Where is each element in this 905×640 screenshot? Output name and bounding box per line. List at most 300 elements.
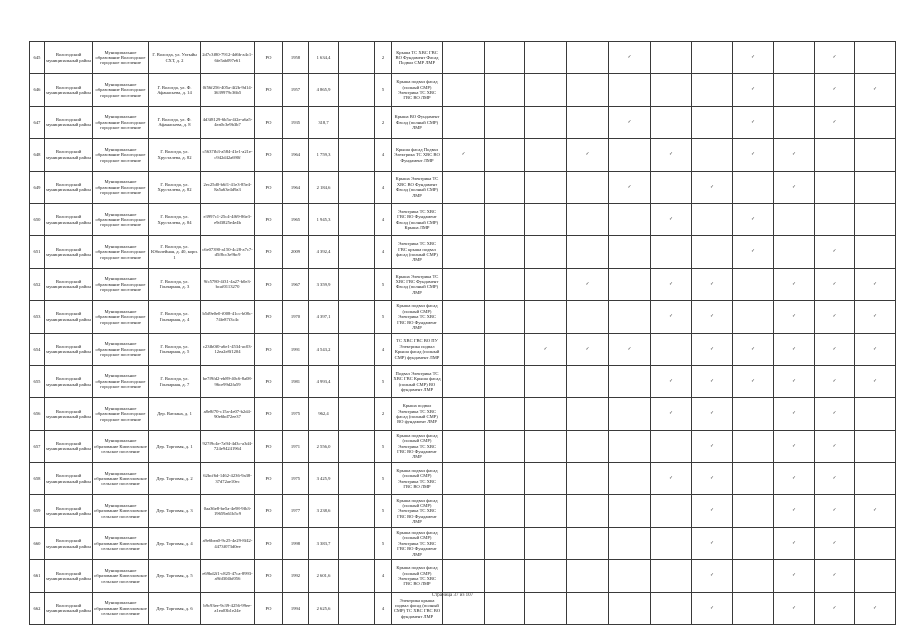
work-type-check-cell: [525, 106, 567, 138]
work-type-check-cell: [692, 42, 733, 74]
district-cell: Вологодский муниципальный район: [45, 106, 93, 138]
district-cell: Вологодский муниципальный район: [45, 203, 93, 235]
works-cell: Крыша Электрика ТС ХВС ГВС Фундамент Фасад (полный СМР) ЛМР: [392, 268, 443, 300]
work-type-check-cell: [733, 139, 774, 171]
address-cell: Г. Вологда, ул. Хрусталева, д. 82: [149, 139, 201, 171]
guid-cell: 4d3f8129-6b5a-4f2e-a6a5-4ea0c3e9b3b7: [201, 106, 255, 138]
form-cell: РО: [255, 203, 283, 235]
guid-cell: 2d7c3f80-7912-4d6b-a4c1-6fe5ab097e61: [201, 42, 255, 74]
floors-cell: 2: [375, 398, 392, 430]
row-number: 651: [30, 236, 45, 268]
work-type-check-cell: [774, 236, 815, 268]
municipality-cell: Муниципальное образование Вологодское городское поселение: [93, 42, 149, 74]
form-cell: РО: [255, 430, 283, 462]
year-cell: 1998: [283, 527, 309, 559]
row-number: 655: [30, 365, 45, 397]
work-type-check-cell: [651, 268, 692, 300]
checkmark-icon: ✓: [832, 605, 837, 611]
municipality-cell: Муниципальное образование Вологодское городское поселение: [93, 268, 149, 300]
checkmark-icon: ✓: [832, 476, 837, 482]
work-type-check-cell: [609, 333, 651, 365]
checkmark-icon: ✓: [585, 152, 590, 158]
form-cell: РО: [255, 301, 283, 333]
work-type-check-cell: [733, 301, 774, 333]
work-type-check-cell: [525, 139, 567, 171]
work-type-check-cell: [485, 268, 525, 300]
table-row: [30, 203, 896, 235]
work-type-check-cell: [774, 463, 815, 495]
work-type-check-cell: [651, 365, 692, 397]
work-type-check-cell: [567, 301, 609, 333]
work-type-check-cell: [815, 171, 855, 203]
floors-cell: 5: [375, 495, 392, 527]
work-type-check-cell: [567, 106, 609, 138]
form-cell: РО: [255, 333, 283, 365]
work-type-check-cell: [443, 236, 485, 268]
work-type-check-cell: [485, 527, 525, 559]
work-type-check-cell: [651, 560, 692, 592]
work-type-check-cell: [567, 268, 609, 300]
year-cell: 1967: [283, 268, 309, 300]
year-cell: 2009: [283, 236, 309, 268]
work-type-check-cell: [525, 236, 567, 268]
floors-cell: 4: [375, 171, 392, 203]
district-cell: Вологодский муниципальный район: [45, 560, 93, 592]
checkmark-icon: ✓: [710, 378, 714, 384]
work-type-check-cell: [815, 430, 855, 462]
work-type-check-cell: [567, 333, 609, 365]
form-cell: РО: [255, 365, 283, 397]
works-cell: Подвал Электрика ТС ХВС ГВС Крыша фасад (полный СМР) ВО фундамент ЛМР: [392, 365, 443, 397]
work-type-check-cell: [651, 203, 692, 235]
checkmark-icon: ✓: [792, 184, 796, 190]
work-type-check-cell: [815, 268, 855, 300]
work-type-check-cell: [525, 365, 567, 397]
work-type-check-cell: [733, 398, 774, 430]
work-type-check-cell: [733, 560, 774, 592]
municipality-cell: Муниципальное образование Вологодское городское поселение: [93, 365, 149, 397]
checkmark-icon: ✓: [832, 573, 837, 579]
municipality-cell: Муниципальное образование Кипелловское сельское поселение: [93, 495, 149, 527]
district-cell: Вологодский муниципальный район: [45, 139, 93, 171]
work-type-check-cell: [733, 268, 774, 300]
work-type-check-cell: [567, 171, 609, 203]
checkmark-icon: ✓: [792, 476, 796, 482]
municipality-cell: Муниципальное образование Кипелловское сельское поселение: [93, 592, 149, 624]
blank-cell: [339, 203, 375, 235]
municipality-cell: Муниципальное образование Вологодское городское поселение: [93, 236, 149, 268]
work-type-check-cell: [485, 333, 525, 365]
work-type-check-cell: [855, 42, 896, 74]
form-cell: РО: [255, 139, 283, 171]
work-type-check-cell: [651, 333, 692, 365]
work-type-check-cell: [567, 203, 609, 235]
checkmark-icon: ✓: [669, 152, 673, 158]
address-cell: Дер. Ватлана, д. 1: [149, 398, 201, 430]
checkmark-icon: ✓: [792, 346, 796, 352]
work-type-check-cell: [443, 560, 485, 592]
form-cell: РО: [255, 74, 283, 106]
district-cell: Вологодский муниципальный район: [45, 74, 93, 106]
district-cell: Вологодский муниципальный район: [45, 398, 93, 430]
blank-cell: [339, 139, 375, 171]
checkmark-icon: ✓: [832, 443, 837, 449]
year-cell: 1991: [283, 333, 309, 365]
address-cell: Г. Вологда, ул. Хрусталева, д. 82: [149, 171, 201, 203]
checkmark-icon: ✓: [710, 346, 714, 352]
checkmark-icon: ✓: [710, 281, 714, 287]
work-type-check-cell: [443, 268, 485, 300]
blank-cell: [339, 527, 375, 559]
form-cell: РО: [255, 592, 283, 624]
checkmark-icon: ✓: [627, 346, 632, 352]
work-type-check-cell: [733, 171, 774, 203]
work-type-check-cell: [485, 463, 525, 495]
checkmark-icon: ✓: [832, 54, 837, 60]
works-cell: Крыша подвал фасад (полный СМР) Электрика ТС ХВС ГВС ВО ЛМР: [392, 560, 443, 592]
table-row: [30, 527, 896, 559]
work-type-check-cell: [485, 171, 525, 203]
table-row: [30, 430, 896, 462]
work-type-check-cell: [774, 74, 815, 106]
row-number: 657: [30, 430, 45, 462]
work-type-check-cell: [443, 106, 485, 138]
work-type-check-cell: [733, 430, 774, 462]
year-cell: 1975: [283, 398, 309, 430]
work-type-check-cell: [815, 74, 855, 106]
floors-cell: 4: [375, 139, 392, 171]
row-number: 650: [30, 203, 45, 235]
year-cell: 1964: [283, 171, 309, 203]
row-number: 656: [30, 398, 45, 430]
work-type-check-cell: [651, 495, 692, 527]
works-cell: Электрика ТС ХВС ГВС крыша подвал фасад (полный СМР) ЛМР: [392, 236, 443, 268]
work-type-check-cell: [774, 365, 815, 397]
checkmark-icon: ✓: [461, 152, 466, 158]
row-number: 649: [30, 171, 45, 203]
form-cell: РО: [255, 560, 283, 592]
row-number: 658: [30, 463, 45, 495]
district-cell: Вологодский муниципальный район: [45, 171, 93, 203]
floors-cell: 4: [375, 560, 392, 592]
municipality-cell: Муниципальное образование Кипелловское сельское поселение: [93, 560, 149, 592]
work-type-check-cell: [733, 74, 774, 106]
year-cell: 1964: [283, 139, 309, 171]
district-cell: Вологодский муниципальный район: [45, 236, 93, 268]
area-cell: 3 425,9: [309, 463, 339, 495]
guid-cell: c5637fb3-a584-41e1-a21e-c942d42a690f: [201, 139, 255, 171]
work-type-check-cell: [651, 430, 692, 462]
work-type-check-cell: [774, 495, 815, 527]
work-type-check-cell: [609, 430, 651, 462]
table-row: [30, 42, 896, 74]
checkmark-icon: ✓: [751, 152, 755, 158]
work-type-check-cell: [525, 171, 567, 203]
address-cell: Г. Вологда, ул. Гончарная, д. 5: [149, 333, 201, 365]
checkmark-icon: ✓: [669, 216, 673, 222]
floors-cell: 5: [375, 268, 392, 300]
work-type-check-cell: [774, 398, 815, 430]
work-type-check-cell: [815, 333, 855, 365]
checkmark-icon: ✓: [751, 54, 755, 60]
area-cell: 2 556,0: [309, 430, 339, 462]
work-type-check-cell: [855, 106, 896, 138]
year-cell: 1970: [283, 301, 309, 333]
work-type-check-cell: [609, 42, 651, 74]
work-type-check-cell: [855, 365, 896, 397]
municipality-cell: Муниципальное образование Вологодское городское поселение: [93, 398, 149, 430]
work-type-check-cell: [651, 398, 692, 430]
row-number: 661: [30, 560, 45, 592]
checkmark-icon: ✓: [710, 540, 714, 546]
works-cell: Электрика ТС ХВС ГВС ВО Фундамент Фасад (полный СМР) Крыша ЛМР: [392, 203, 443, 235]
work-type-check-cell: [485, 139, 525, 171]
area-cell: 1 634,4: [309, 42, 339, 74]
checkmark-icon: ✓: [627, 54, 632, 60]
work-type-check-cell: [774, 430, 815, 462]
checkmark-icon: ✓: [710, 573, 714, 579]
work-type-check-cell: [485, 365, 525, 397]
checkmark-icon: ✓: [669, 378, 673, 384]
work-type-check-cell: [815, 301, 855, 333]
work-type-check-cell: [733, 42, 774, 74]
guid-cell: 927f9c4e-7a94-4d3c-a3d4-724e94241964: [201, 430, 255, 462]
blank-cell: [339, 398, 375, 430]
checkmark-icon: ✓: [873, 346, 877, 352]
work-type-check-cell: [855, 527, 896, 559]
checkmark-icon: ✓: [585, 281, 590, 287]
work-type-check-cell: [485, 430, 525, 462]
work-type-check-cell: [651, 106, 692, 138]
checkmark-icon: ✓: [669, 314, 673, 320]
work-type-check-cell: [609, 268, 651, 300]
municipality-cell: Муниципальное образование Вологодское городское поселение: [93, 301, 149, 333]
work-type-check-cell: [567, 463, 609, 495]
district-cell: Вологодский муниципальный район: [45, 42, 93, 74]
work-type-check-cell: [855, 171, 896, 203]
work-type-check-cell: [855, 495, 896, 527]
table-row: [30, 463, 896, 495]
guid-cell: 9fc5780-4f31-4a27-b0e3-bcaf0113270: [201, 268, 255, 300]
floors-cell: 5: [375, 365, 392, 397]
checkmark-icon: ✓: [792, 573, 796, 579]
blank-cell: [339, 42, 375, 74]
work-type-check-cell: [609, 495, 651, 527]
work-type-check-cell: [774, 139, 815, 171]
table-row: [30, 301, 896, 333]
checkmark-icon: ✓: [669, 411, 673, 417]
work-type-check-cell: [651, 301, 692, 333]
floors-cell: 4: [375, 592, 392, 624]
work-type-check-cell: [651, 236, 692, 268]
work-type-check-cell: [567, 74, 609, 106]
area-cell: 4 865,9: [309, 74, 339, 106]
checkmark-icon: ✓: [832, 249, 837, 255]
address-cell: Г. Вологда, ул. Гончарная, д. 7: [149, 365, 201, 397]
area-cell: 318,7: [309, 106, 339, 138]
work-type-check-cell: [443, 42, 485, 74]
checkmark-icon: ✓: [792, 443, 796, 449]
work-type-check-cell: [774, 301, 815, 333]
guid-cell: a8e8f70-c15a-4e07-b2d4-90e6bd72ee37: [201, 398, 255, 430]
work-type-check-cell: [567, 42, 609, 74]
works-cell: Крыша подвал фасад (полный СМР) Электрика ТС ХВС ГВС ВО ЛМР: [392, 74, 443, 106]
year-cell: 1977: [283, 495, 309, 527]
area-cell: 2 184,6: [309, 171, 339, 203]
row-number: 645: [30, 42, 45, 74]
blank-cell: [339, 560, 375, 592]
row-number: 660: [30, 527, 45, 559]
municipality-cell: Муниципальное образование Кипелловское сельское поселение: [93, 430, 149, 462]
form-cell: РО: [255, 495, 283, 527]
works-cell: Крыша подвал фасад (полный СМР) Электрика ТС ХВС ГВС ВО ЛМР: [392, 463, 443, 495]
floors-cell: 5: [375, 74, 392, 106]
checkmark-icon: ✓: [792, 314, 796, 320]
work-type-check-cell: [525, 527, 567, 559]
page-footer: Страница 37 из 107: [431, 593, 474, 598]
work-type-check-cell: [774, 171, 815, 203]
year-cell: 1994: [283, 592, 309, 624]
district-cell: Вологодский муниципальный район: [45, 592, 93, 624]
form-cell: РО: [255, 236, 283, 268]
work-type-check-cell: [609, 236, 651, 268]
checkmark-icon: ✓: [873, 314, 877, 320]
blank-cell: [339, 236, 375, 268]
guid-cell: 0f56f256-405a-4f2b-9d14-3639979c36b5: [201, 74, 255, 106]
works-cell: Крыша ВО Фундамент Фасад (полный СМР) ЛМР: [392, 106, 443, 138]
work-type-check-cell: [774, 333, 815, 365]
table-row: [30, 139, 896, 171]
works-cell: Крыша подвал Электрика ТС ХВС фасад (полный СМР) ВО фундамент ЛМР: [392, 398, 443, 430]
work-type-check-cell: [525, 301, 567, 333]
blank-cell: [339, 495, 375, 527]
checkmark-icon: ✓: [832, 314, 837, 320]
year-cell: 1981: [283, 365, 309, 397]
work-type-check-cell: [485, 74, 525, 106]
area-cell: 1 945,3: [309, 203, 339, 235]
work-type-check-cell: [855, 236, 896, 268]
work-type-check-cell: [609, 171, 651, 203]
checkmark-icon: ✓: [751, 87, 755, 93]
work-type-check-cell: [609, 463, 651, 495]
address-cell: Дер. Торговая, д. 5: [149, 560, 201, 592]
checkmark-icon: ✓: [873, 281, 877, 287]
work-type-check-cell: [443, 139, 485, 171]
row-number: 646: [30, 74, 45, 106]
form-cell: РО: [255, 268, 283, 300]
municipality-cell: Муниципальное образование Вологодское городское поселение: [93, 74, 149, 106]
form-cell: РО: [255, 398, 283, 430]
floors-cell: 2: [375, 42, 392, 74]
address-cell: Г. Вологда, ул. Ф. Афанасьева, д. 14: [149, 74, 201, 106]
work-type-check-cell: [855, 74, 896, 106]
table-row: [30, 495, 896, 527]
area-cell: 4 993,4: [309, 365, 339, 397]
blank-cell: [339, 106, 375, 138]
work-type-check-cell: [774, 42, 815, 74]
work-type-check-cell: [567, 236, 609, 268]
works-cell: Крыша подвал фасад (полный СМР) Электрика ТС ХВС ГВС ВО Фундамент ЛМР: [392, 430, 443, 462]
row-number: 659: [30, 495, 45, 527]
checkmark-icon: ✓: [751, 249, 755, 255]
table-row: [30, 106, 896, 138]
year-cell: 1971: [283, 430, 309, 462]
address-cell: Г. Вологда, ул. Гончарная, д. 4: [149, 301, 201, 333]
work-type-check-cell: [692, 560, 733, 592]
work-type-check-cell: [567, 527, 609, 559]
checkmark-icon: ✓: [792, 378, 796, 384]
work-type-check-cell: [815, 106, 855, 138]
guid-cell: b5d9e0e0-f008-41cc-b08c-74fe87f3c4c: [201, 301, 255, 333]
work-type-check-cell: [692, 268, 733, 300]
work-type-check-cell: [855, 301, 896, 333]
blank-cell: [339, 268, 375, 300]
work-type-check-cell: [692, 236, 733, 268]
work-type-check-cell: [609, 203, 651, 235]
work-type-check-cell: [855, 203, 896, 235]
guid-cell: b9c93ee-9c39-4256-99ee-a1ea03b1e24e: [201, 592, 255, 624]
work-type-check-cell: [733, 463, 774, 495]
guid-cell: 0aa36e8-be5a-4e98-9fb3-19659a61b5c9: [201, 495, 255, 527]
housing-register-table: [29, 41, 896, 625]
floors-cell: 4: [375, 203, 392, 235]
work-type-check-cell: [443, 463, 485, 495]
work-type-check-cell: [525, 74, 567, 106]
blank-cell: [339, 463, 375, 495]
table-row: [30, 171, 896, 203]
checkmark-icon: ✓: [792, 605, 796, 611]
work-type-check-cell: [525, 42, 567, 74]
work-type-check-cell: [443, 398, 485, 430]
work-type-check-cell: [609, 560, 651, 592]
checkmark-icon: ✓: [792, 540, 796, 546]
guid-cell: be7f9fd2-eb89-40c6-8a08-96ce99d2fa59: [201, 365, 255, 397]
work-type-check-cell: [855, 268, 896, 300]
year-cell: 1958: [283, 42, 309, 74]
address-cell: Г. Вологда, ул. Юбилейная, д. 40, корп. 1: [149, 236, 201, 268]
row-number: 647: [30, 106, 45, 138]
address-cell: Г. Вологда, ул. Гончарная, д. 3: [149, 268, 201, 300]
area-cell: 3 383,7: [309, 527, 339, 559]
guid-cell: a9e6bea0-9c25-4e29-8f42-4473f073d0ee: [201, 527, 255, 559]
row-number: 662: [30, 592, 45, 624]
blank-cell: [339, 74, 375, 106]
work-type-check-cell: [733, 527, 774, 559]
work-type-check-cell: [815, 236, 855, 268]
work-type-check-cell: [525, 463, 567, 495]
work-type-check-cell: [651, 463, 692, 495]
address-cell: Г. Вологда, ул. Ухтыйн СХТ, д. 2: [149, 42, 201, 74]
checkmark-icon: ✓: [751, 216, 755, 222]
work-type-check-cell: [525, 430, 567, 462]
checkmark-icon: ✓: [543, 346, 548, 352]
work-type-check-cell: [733, 236, 774, 268]
work-type-check-cell: [651, 74, 692, 106]
year-cell: 1935: [283, 106, 309, 138]
checkmark-icon: ✓: [751, 378, 755, 384]
checkmark-icon: ✓: [585, 346, 590, 352]
municipality-cell: Муниципальное образование Вологодское городское поселение: [93, 106, 149, 138]
area-cell: 3 238,6: [309, 495, 339, 527]
work-type-check-cell: [609, 365, 651, 397]
work-type-check-cell: [609, 527, 651, 559]
work-type-check-cell: [692, 301, 733, 333]
work-type-check-cell: [485, 106, 525, 138]
works-cell: Крыша подвал фасад (полный СМР) Электрика ТС ХВС ГВС ВО Фундамент ЛМР: [392, 301, 443, 333]
work-type-check-cell: [692, 463, 733, 495]
table-row: [30, 365, 896, 397]
work-type-check-cell: [567, 430, 609, 462]
